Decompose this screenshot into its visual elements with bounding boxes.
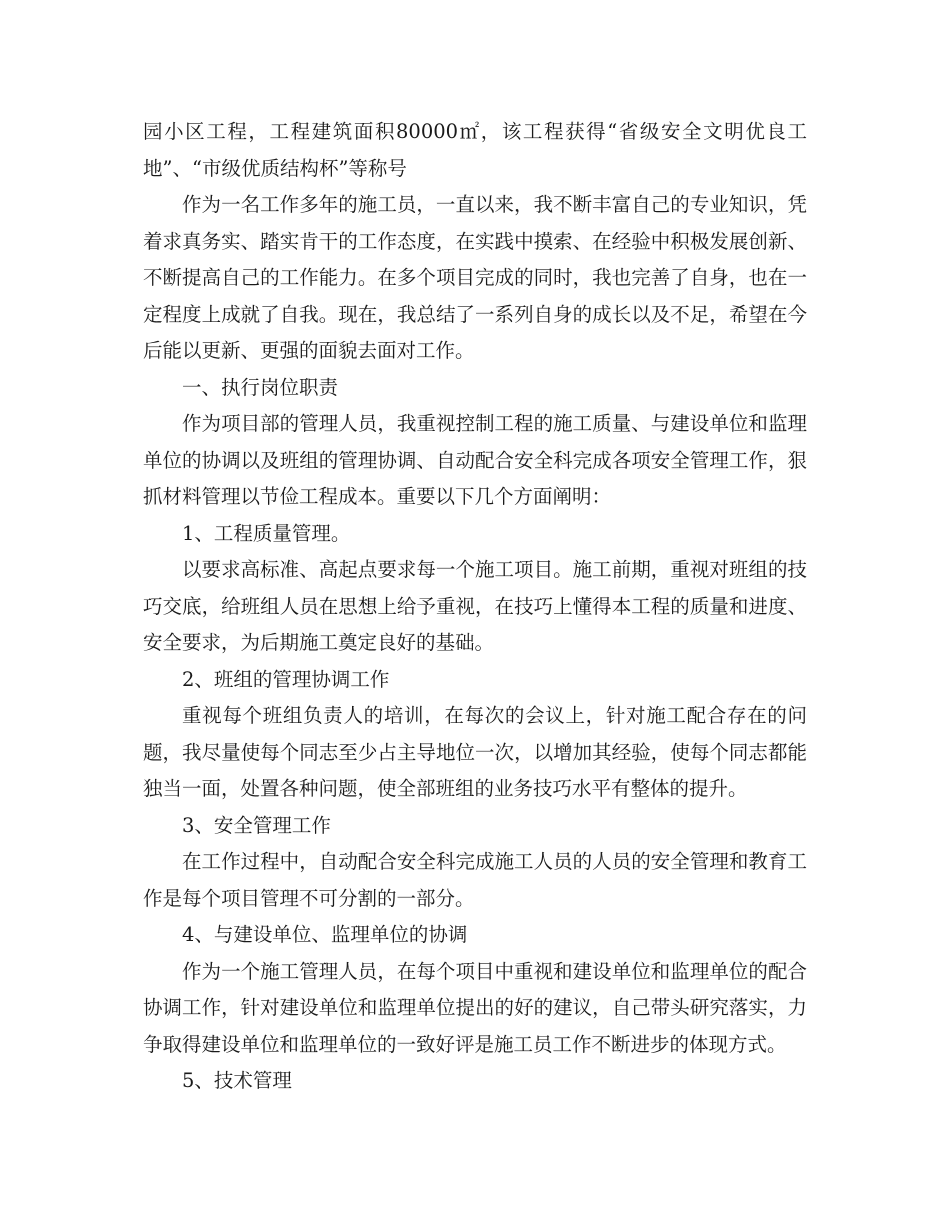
- subheading-owner-supervisor: 4、与建设单位、监理单位的协调: [182, 923, 468, 946]
- subheading-quality: 1、工程质量管理。: [182, 521, 351, 545]
- paragraph-owner-supervisor: 作为一个施工管理人员，在每个项目中重视和建设单位和监理单位的配合协调工作，针对建设单位和监理单位提出的好的建议，自己带头研究落实，力争取得建设单位和监理单位的一致好评是施工员工作不断进步的体现方式。: [143, 959, 807, 1056]
- subheading-technical: 5、技术管理: [182, 1069, 292, 1092]
- paragraph-project-intro: 园小区工程，工程建筑面积80000㎡，该工程获得“省级安全文明优良工地”、“市级优质结构杯”等称号: [143, 120, 807, 180]
- paragraph-duties: 作为项目部的管理人员，我重视控制工程的施工质量、与建设单位和监理单位的协调以及班组的管理协调、自动配合安全科完成各项安全管理工作，狠抓材料管理以节俭工程成本。重要以下几个方面阐明：: [143, 412, 807, 508]
- subheading-safety: 3、安全管理工作: [182, 813, 331, 837]
- paragraph-safety: 在工作过程中，自动配合安全科完成施工人员的人员的安全管理和教育工作是每个项目管理不可分割的一部分。: [143, 850, 807, 910]
- section-heading-duties: 一、执行岗位职责: [182, 375, 339, 399]
- document-body: [143, 114, 807, 1100]
- paragraph-team-coordination: 重视每个班组负责人的培训，在每次的会议上，针对施工配合存在的问题，我尽量使每个同志至少占主导地位一次，以增加其经验，使每个同志都能独当一面，处置各种问题，使全部班组的业务技巧水平有整体的提升。: [143, 704, 807, 800]
- paragraph-self-summary: 作为一名工作多年的施工员，一直以来，我不断丰富自己的专业知识，凭着求真务实、踏实肯干的工作态度，在实践中摸索、在经验中积极发展创新、不断提高自己的工作能力。在多个项目完成的同时，我也完善了自身，也在一定程度上成就了自我。现在，我总结了一系列自身的成长以及不足，希望在今后能以更新、更强的面貌去面对工作。: [143, 193, 807, 362]
- subheading-team-coordination: 2、班组的管理协调工作: [182, 667, 390, 691]
- paragraph-quality: 以要求高标准、高起点要求每一个施工项目。施工前期，重视对班组的技巧交底，给班组人员在思想上给予重视，在技巧上懂得本工程的质量和进度、安全要求，为后期施工奠定良好的基础。: [143, 558, 807, 654]
